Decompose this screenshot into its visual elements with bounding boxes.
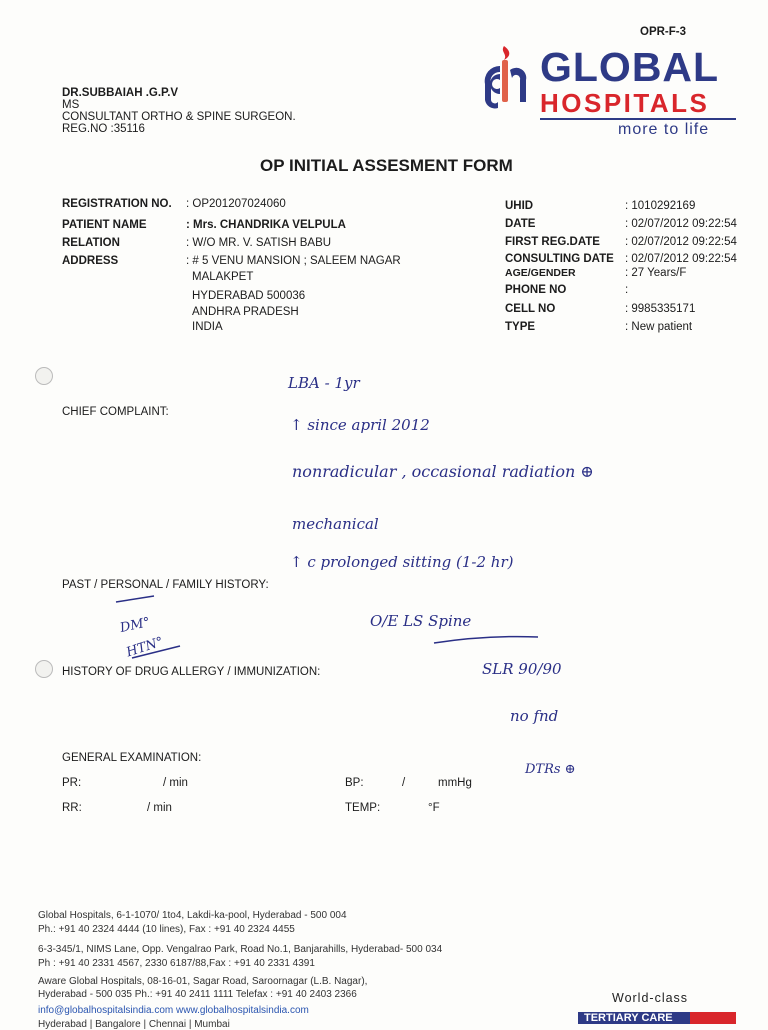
doctor-name: DR.SUBBAIAH .G.P.V xyxy=(62,87,179,99)
footer-address: Ph.: +91 40 2324 4444 (10 lines), Fax : +91 40 2324 4455 xyxy=(38,924,295,935)
doctor-title: CONSULTANT ORTHO & SPINE SURGEON. xyxy=(62,111,296,123)
chief-complaint-label: CHIEF COMPLAINT: xyxy=(62,406,169,418)
general-exam-label: GENERAL EXAMINATION: xyxy=(62,752,202,764)
first-reg-date-value: : 02/07/2012 09:22:54 xyxy=(625,236,737,248)
phone-label: PHONE NO xyxy=(505,284,567,296)
handwritten-note: mechanical xyxy=(292,515,379,533)
bp-unit: mmHg xyxy=(438,777,472,789)
handwritten-underline xyxy=(432,633,542,647)
address-line: HYDERABAD 500036 xyxy=(192,290,306,302)
bp-separator: / xyxy=(402,777,406,789)
address-line: ANDHRA PRADESH xyxy=(192,306,299,318)
address-line: INDIA xyxy=(192,321,223,333)
first-reg-date-label: FIRST REG.DATE xyxy=(505,236,600,248)
patient-name-label: PATIENT NAME xyxy=(62,219,147,231)
patient-name-value: : Mrs. CHANDRIKA VELPULA xyxy=(186,219,346,231)
age-gender-value: : 27 Years/F xyxy=(625,267,687,279)
past-history-label: PAST / PERSONAL / FAMILY HISTORY: xyxy=(62,579,269,591)
rr-label: RR: xyxy=(62,802,82,814)
handwritten-note: no fnd xyxy=(510,707,559,725)
address-line: MALAKPET xyxy=(192,271,254,283)
handwritten-note: LBA - 1yr xyxy=(288,374,360,392)
global-hospitals-logo xyxy=(482,44,532,120)
temp-label: TEMP: xyxy=(345,802,381,814)
doctor-degree: MS xyxy=(62,99,80,111)
footer-address: Global Hospitals, 6-1-1070/ 1to4, Lakdi-ka-pool, Hyderabad - 500 004 xyxy=(38,910,347,921)
doctor-reg: REG.NO :35116 xyxy=(62,123,145,135)
address-line: : # 5 VENU MANSION ; SALEEM NAGAR xyxy=(186,255,401,267)
handwritten-strokes xyxy=(112,594,182,664)
footer-address: 6-3-345/1, NIMS Lane, Opp. Vengalrao Park, Road No.1, Banjarahills, Hyderabad- 500 034 xyxy=(38,944,443,955)
brand-name-hospitals: HOSPITALS xyxy=(540,88,710,118)
relation-label: RELATION xyxy=(62,237,120,249)
rr-unit: / min xyxy=(147,802,172,814)
footer-cities: Hyderabad | Bangalore | Chennai | Mumbai xyxy=(38,1019,230,1030)
uhid-label: UHID xyxy=(505,200,534,212)
pr-unit: / min xyxy=(163,777,188,789)
handwritten-note: DM° xyxy=(118,615,152,636)
footer-links[interactable]: info@globalhospitalsindia.com www.globalhospitalsindia.com xyxy=(38,1005,309,1016)
relation-value: : W/O MR. V. SATISH BABU xyxy=(186,237,332,249)
footer-address: Aware Global Hospitals, 08-16-01, Sagar Road, Saroornagar (L.B. Nagar), xyxy=(38,976,368,987)
tertiary-care-accent xyxy=(690,1012,736,1024)
cell-value: : 9985335171 xyxy=(625,303,696,315)
handwritten-note: HTN° xyxy=(124,634,166,661)
world-class-label: World-class xyxy=(612,991,689,1005)
registration-value: : OP201207024060 xyxy=(186,198,286,210)
date-value: : 02/07/2012 09:22:54 xyxy=(625,218,737,230)
pr-label: PR: xyxy=(62,777,82,789)
handwritten-note: ↑ since april 2012 xyxy=(290,416,430,434)
punch-hole xyxy=(35,660,53,678)
footer-address: Ph : +91 40 2331 4567, 2330 6187/88,Fax : +91 40 2331 4391 xyxy=(38,958,315,969)
type-label: TYPE xyxy=(505,321,536,333)
form-title: OP INITIAL ASSESMENT FORM xyxy=(260,156,513,175)
handwritten-note: DTRs ⊕ xyxy=(525,762,576,777)
brand-divider xyxy=(540,118,736,120)
footer-address: Hyderabad - 500 035 Ph.: +91 40 2411 1111 Telefax : +91 40 2403 2366 xyxy=(38,989,357,1000)
consulting-date-value: : 02/07/2012 09:22:54 xyxy=(625,253,737,265)
date-label: DATE xyxy=(505,218,536,230)
handwritten-note: nonradicular , occasional radiation ⊕ xyxy=(292,462,594,481)
tertiary-care-text: TERTIARY CARE xyxy=(584,1012,673,1024)
consulting-date-label: CONSULTING DATE xyxy=(505,253,614,265)
handwritten-note: ↑ c prolonged sitting (1-2 hr) xyxy=(290,553,514,571)
punch-hole xyxy=(35,367,53,385)
drug-allergy-label: HISTORY OF DRUG ALLERGY / IMMUNIZATION: xyxy=(62,666,321,678)
brand-tagline: more to life xyxy=(618,121,710,138)
type-value: : New patient xyxy=(625,321,693,333)
temp-unit: °F xyxy=(428,802,440,814)
address-label: ADDRESS xyxy=(62,255,119,267)
registration-label: REGISTRATION NO. xyxy=(62,198,172,210)
phone-value: : xyxy=(625,284,629,296)
cell-label: CELL NO xyxy=(505,303,556,315)
form-code: OPR-F-3 xyxy=(640,26,686,38)
handwritten-note: O/E LS Spine xyxy=(370,612,472,630)
tertiary-care-banner xyxy=(578,1012,736,1024)
handwritten-note: SLR 90/90 xyxy=(482,660,562,678)
brand-name-global: GLOBAL xyxy=(540,44,720,90)
age-gender-label: AGE/GENDER xyxy=(505,267,576,279)
bp-label: BP: xyxy=(345,777,364,789)
uhid-value: : 1010292169 xyxy=(625,200,696,212)
